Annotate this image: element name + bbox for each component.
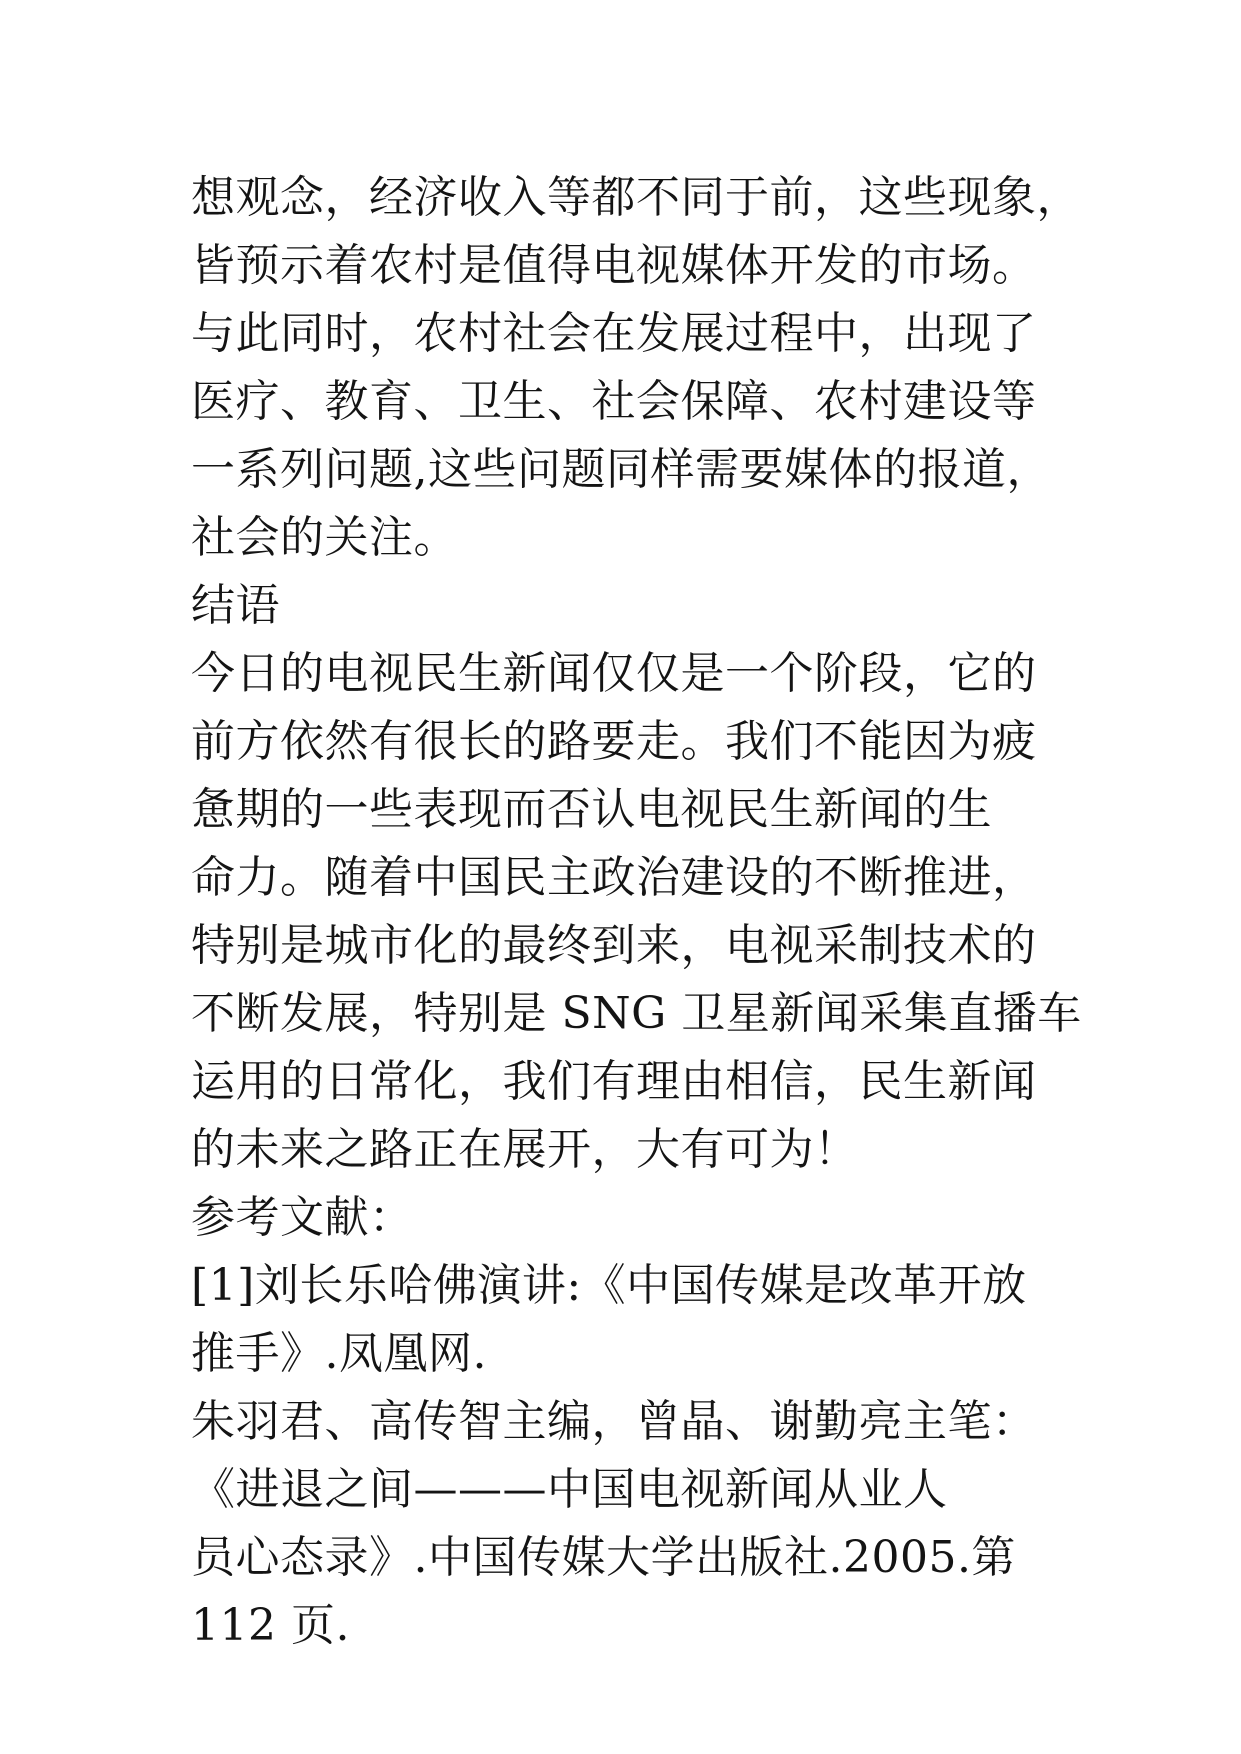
reference-line: 朱羽君、高传智主编，曾晶、谢勤亮主笔： <box>191 1396 1037 1447</box>
text-line: 前方依然有很长的路要走。我们不能因为疲 <box>191 716 1037 767</box>
reference-line: 112 页. <box>191 1600 350 1651</box>
document-body <box>191 164 1091 1660</box>
text-line: 命力。随着中国民主政治建设的不断推进， <box>191 852 1037 903</box>
text-line: 社会的关注。 <box>191 512 458 563</box>
reference-line: [1]刘长乐哈佛演讲:《中国传媒是改革开放 <box>191 1260 1027 1311</box>
text-line: 特别是城市化的最终到来，电视采制技术的 <box>191 920 1037 971</box>
text-line: 惫期的一些表现而否认电视民生新闻的生 <box>191 784 992 835</box>
text-line: 医疗、教育、卫生、社会保障、农村建设等 <box>191 376 1037 427</box>
text-line: 想观念，经济收入等都不同于前，这些现象， <box>191 172 1081 223</box>
text-line: 不断发展，特别是 SNG 卫星新闻采集直播车 <box>191 988 1082 1039</box>
text-line: 皆预示着农村是值得电视媒体开发的市场。 <box>191 240 1037 291</box>
references-heading: 参考文献： <box>191 1192 414 1243</box>
text-line: 与此同时，农村社会在发展过程中，出现了 <box>191 308 1037 359</box>
reference-line: 推手》.凤凰网. <box>191 1328 487 1379</box>
text-line: 今日的电视民生新闻仅仅是一个阶段，它的 <box>191 648 1037 699</box>
text-line: 的未来之路正在展开，大有可为！ <box>191 1124 859 1175</box>
reference-line: 员心态录》.中国传媒大学出版社.2005.第 <box>191 1532 1016 1583</box>
reference-line: 《进退之间———中国电视新闻从业人 <box>191 1464 948 1515</box>
section-heading: 结语 <box>191 580 280 631</box>
text-line: 一系列问题,这些问题同样需要媒体的报道， <box>191 444 1051 495</box>
text-line: 运用的日常化，我们有理由相信，民生新闻 <box>191 1056 1037 1107</box>
